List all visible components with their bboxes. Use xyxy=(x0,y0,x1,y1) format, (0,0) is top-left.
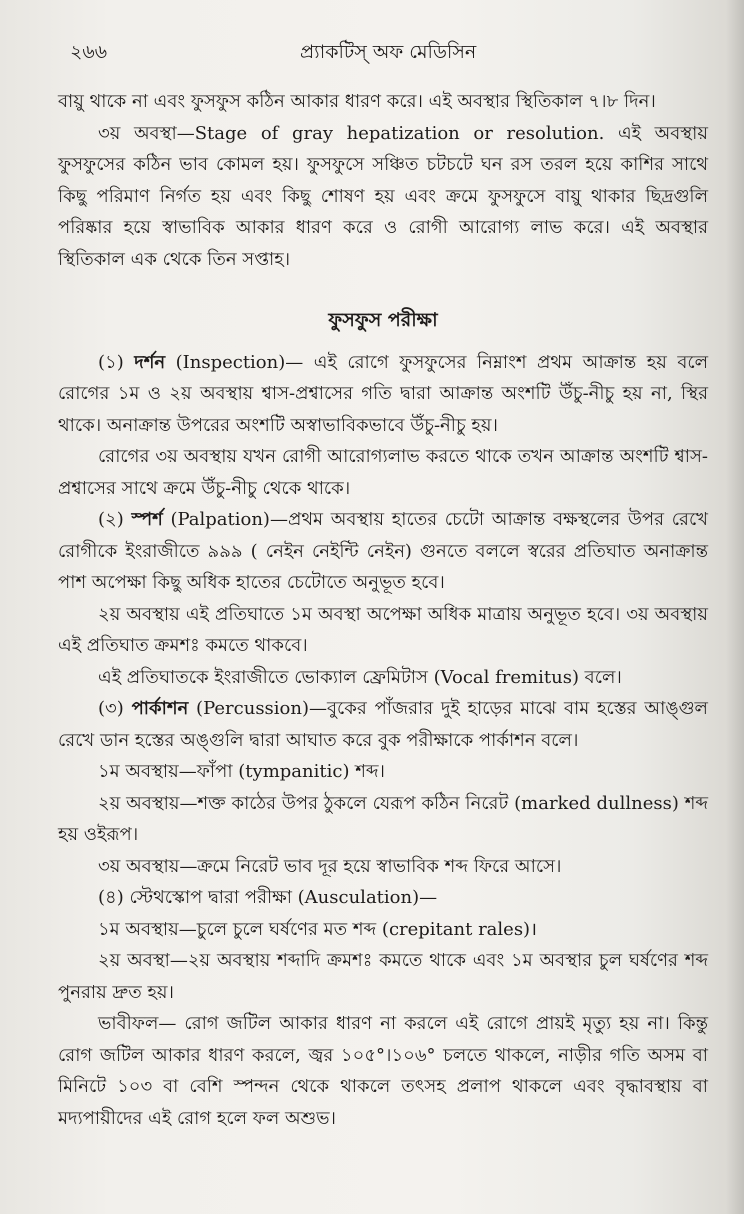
running-title: প্র্যাকটিস্ অফ মেডিসিন xyxy=(300,41,477,63)
stage3-paragraph xyxy=(58,118,708,276)
inspection-english: (Inspection) xyxy=(165,351,286,373)
inspection-text: — এই রোগে ফুসফুসের নিম্নাংশ প্রথম আক্রান্ত হয় বলে রোগের ১ম ও ২য় অবস্থায় শ্বাস-প্রশ্বাসের গতি দ্বারা আক্রান্ত অংশটি উঁচু-নীচু হয় না, স্থির থাকে। অনাক্রান্ত উপরের অংশটি অস্বাভাবিকভাবে উঁচু-নীচু হয়। xyxy=(58,351,708,436)
percussion-number: (৩) xyxy=(98,698,132,719)
auscultation-heading: (৪) স্টেথস্কোপ দ্বারা পরীক্ষা (Ausculation)— xyxy=(98,887,438,908)
stage3-text: এই অবস্থায় ফুসফুসের কঠিন ভাব কোমল হয়। ফুসফুসে সঞ্চিত চটচটে ঘন রস তরল হয়ে কাশির সাথে কিছু পরিমাণ নির্গত হয় এবং কিছু শোষণ হয় এবং ক্রমে ফুসফুসে বায়ু থাকার ছিদ্রগুলি পরিষ্কার হয়ে স্বাভাবিক আকার ধারণ করে ও রোগী আরোগ্য লাভ করে। এই অবস্থার স্থিতিকাল এক থেকে তিন সপ্তাহ। xyxy=(58,122,708,270)
inspection-number: (১) xyxy=(98,351,135,373)
stage3-label: ৩য় অবস্থা— xyxy=(98,122,195,144)
auscultation-stage1: ১ম অবস্থায়—চুলে চুলে ঘর্ষণের মত শব্দ (crepitant rales)। xyxy=(98,918,537,940)
page-header xyxy=(70,38,704,68)
palpation-number: (২) xyxy=(98,509,132,530)
inspection-paragraph xyxy=(58,347,708,442)
prognosis-paragraph: ভাবীফল— রোগ জটিল আকার ধারণ না করলে এই রোগে প্রায়ই মৃত্যু হয় না। কিন্তু রোগ জটিল আকার ধারণ করলে, জ্বর ১০৫°।১০৬° চলতে থাকলে, নাড়ীর গতি অসম বা মিনিটে ১০৩ বা বেশি স্পন্দন থেকে থাকলে তৎসহ প্রলাপ থাকলে এবং বৃদ্ধাবস্থায় বা মদ্যপায়ীদের এই রোগ হলে ফল অশুভ। xyxy=(58,1013,708,1129)
page-number: ২৬৬ xyxy=(70,41,108,63)
palpation-text: —প্রথম অবস্থায় হাতের চেটো আক্রান্ত বক্ষস্থলের উপর রেখে রোগীকে ইংরাজীতে ৯৯৯ ( নেইন নেইন্টি নেইন) গুনতে বললে স্বরের প্রতিঘাত অনাক্রান্ত পাশ অপেক্ষা কিছু অধিক হাতের চেটোতে অনুভূত হবে। xyxy=(58,509,708,593)
page-body xyxy=(58,86,708,1134)
section-heading: ফুসফুস পরীক্ষা xyxy=(328,309,438,331)
percussion-term: পার্কাশন xyxy=(131,698,189,719)
vocal-fremitus-paragraph: এই প্রতিঘাতকে ইংরাজীতে ভোক্যাল ফ্রেমিটাস (Vocal fremitus) বলে। xyxy=(98,666,622,688)
stage3-english: Stage of gray hepatization or resolution. xyxy=(194,122,605,144)
percussion-english: (Percussion) xyxy=(188,698,309,719)
percussion-stage1: ১ম অবস্থায়—ফাঁপা (tympanitic) শব্দ। xyxy=(98,761,385,782)
percussion-stage2: ২য় অবস্থায়—শক্ত কাঠের উপর ঠুকলে যেরূপ কঠিন নিরেট (marked dullness) শব্দ হয় ওইরূপ। xyxy=(58,792,708,845)
palpation-term: স্পর্শ xyxy=(131,509,163,530)
palpation-english: (Palpation) xyxy=(162,509,270,530)
auscultation-stage2: ২য় অবস্থা—২য় অবস্থায় শব্দাদি ক্রমশঃ কমতে থাকে এবং ১ম অবস্থার চুল ঘর্ষণের শব্দ পুনরায় দ্রুত হয়। xyxy=(58,950,708,1003)
inspection-stage3-paragraph: রোগের ৩য় অবস্থায় যখন রোগী আরোগ্যলাভ করতে থাকে তখন আক্রান্ত অংশটি শ্বাস-প্রশ্বাসের সাথে ক্রমে উঁচু-নীচু থেকে থাকে। xyxy=(58,446,708,499)
palpation-stage2-paragraph: ২য় অবস্থায় এই প্রতিঘাতে ১ম অবস্থা অপেক্ষা অধিক মাত্রায় অনুভূত হবে। ৩য় অবস্থায় এই প্রতিঘাত ক্রমশঃ কমতে থাকবে। xyxy=(58,603,708,656)
intro-paragraph: বায়ু থাকে না এবং ফুসফুস কঠিন আকার ধারণ করে। এই অবস্থার স্থিতিকাল ৭।৮ দিন। xyxy=(58,91,656,112)
inspection-term: দর্শন xyxy=(134,351,166,373)
percussion-text: —বুকের পাঁজরার দুই হাড়ের মাঝে বাম হস্তের আঙ্গুল রেখে ডান হস্তের অঙ্গুলি দ্বারা আঘাত করে বুক পরীক্ষাকে পার্কাশন বলে। xyxy=(58,698,708,751)
percussion-stage3: ৩য় অবস্থায়—ক্রমে নিরেট ভাব দূর হয়ে স্বাভাবিক শব্দ ফিরে আসে। xyxy=(98,855,562,877)
palpation-paragraph xyxy=(58,504,708,599)
percussion-paragraph xyxy=(58,693,708,756)
